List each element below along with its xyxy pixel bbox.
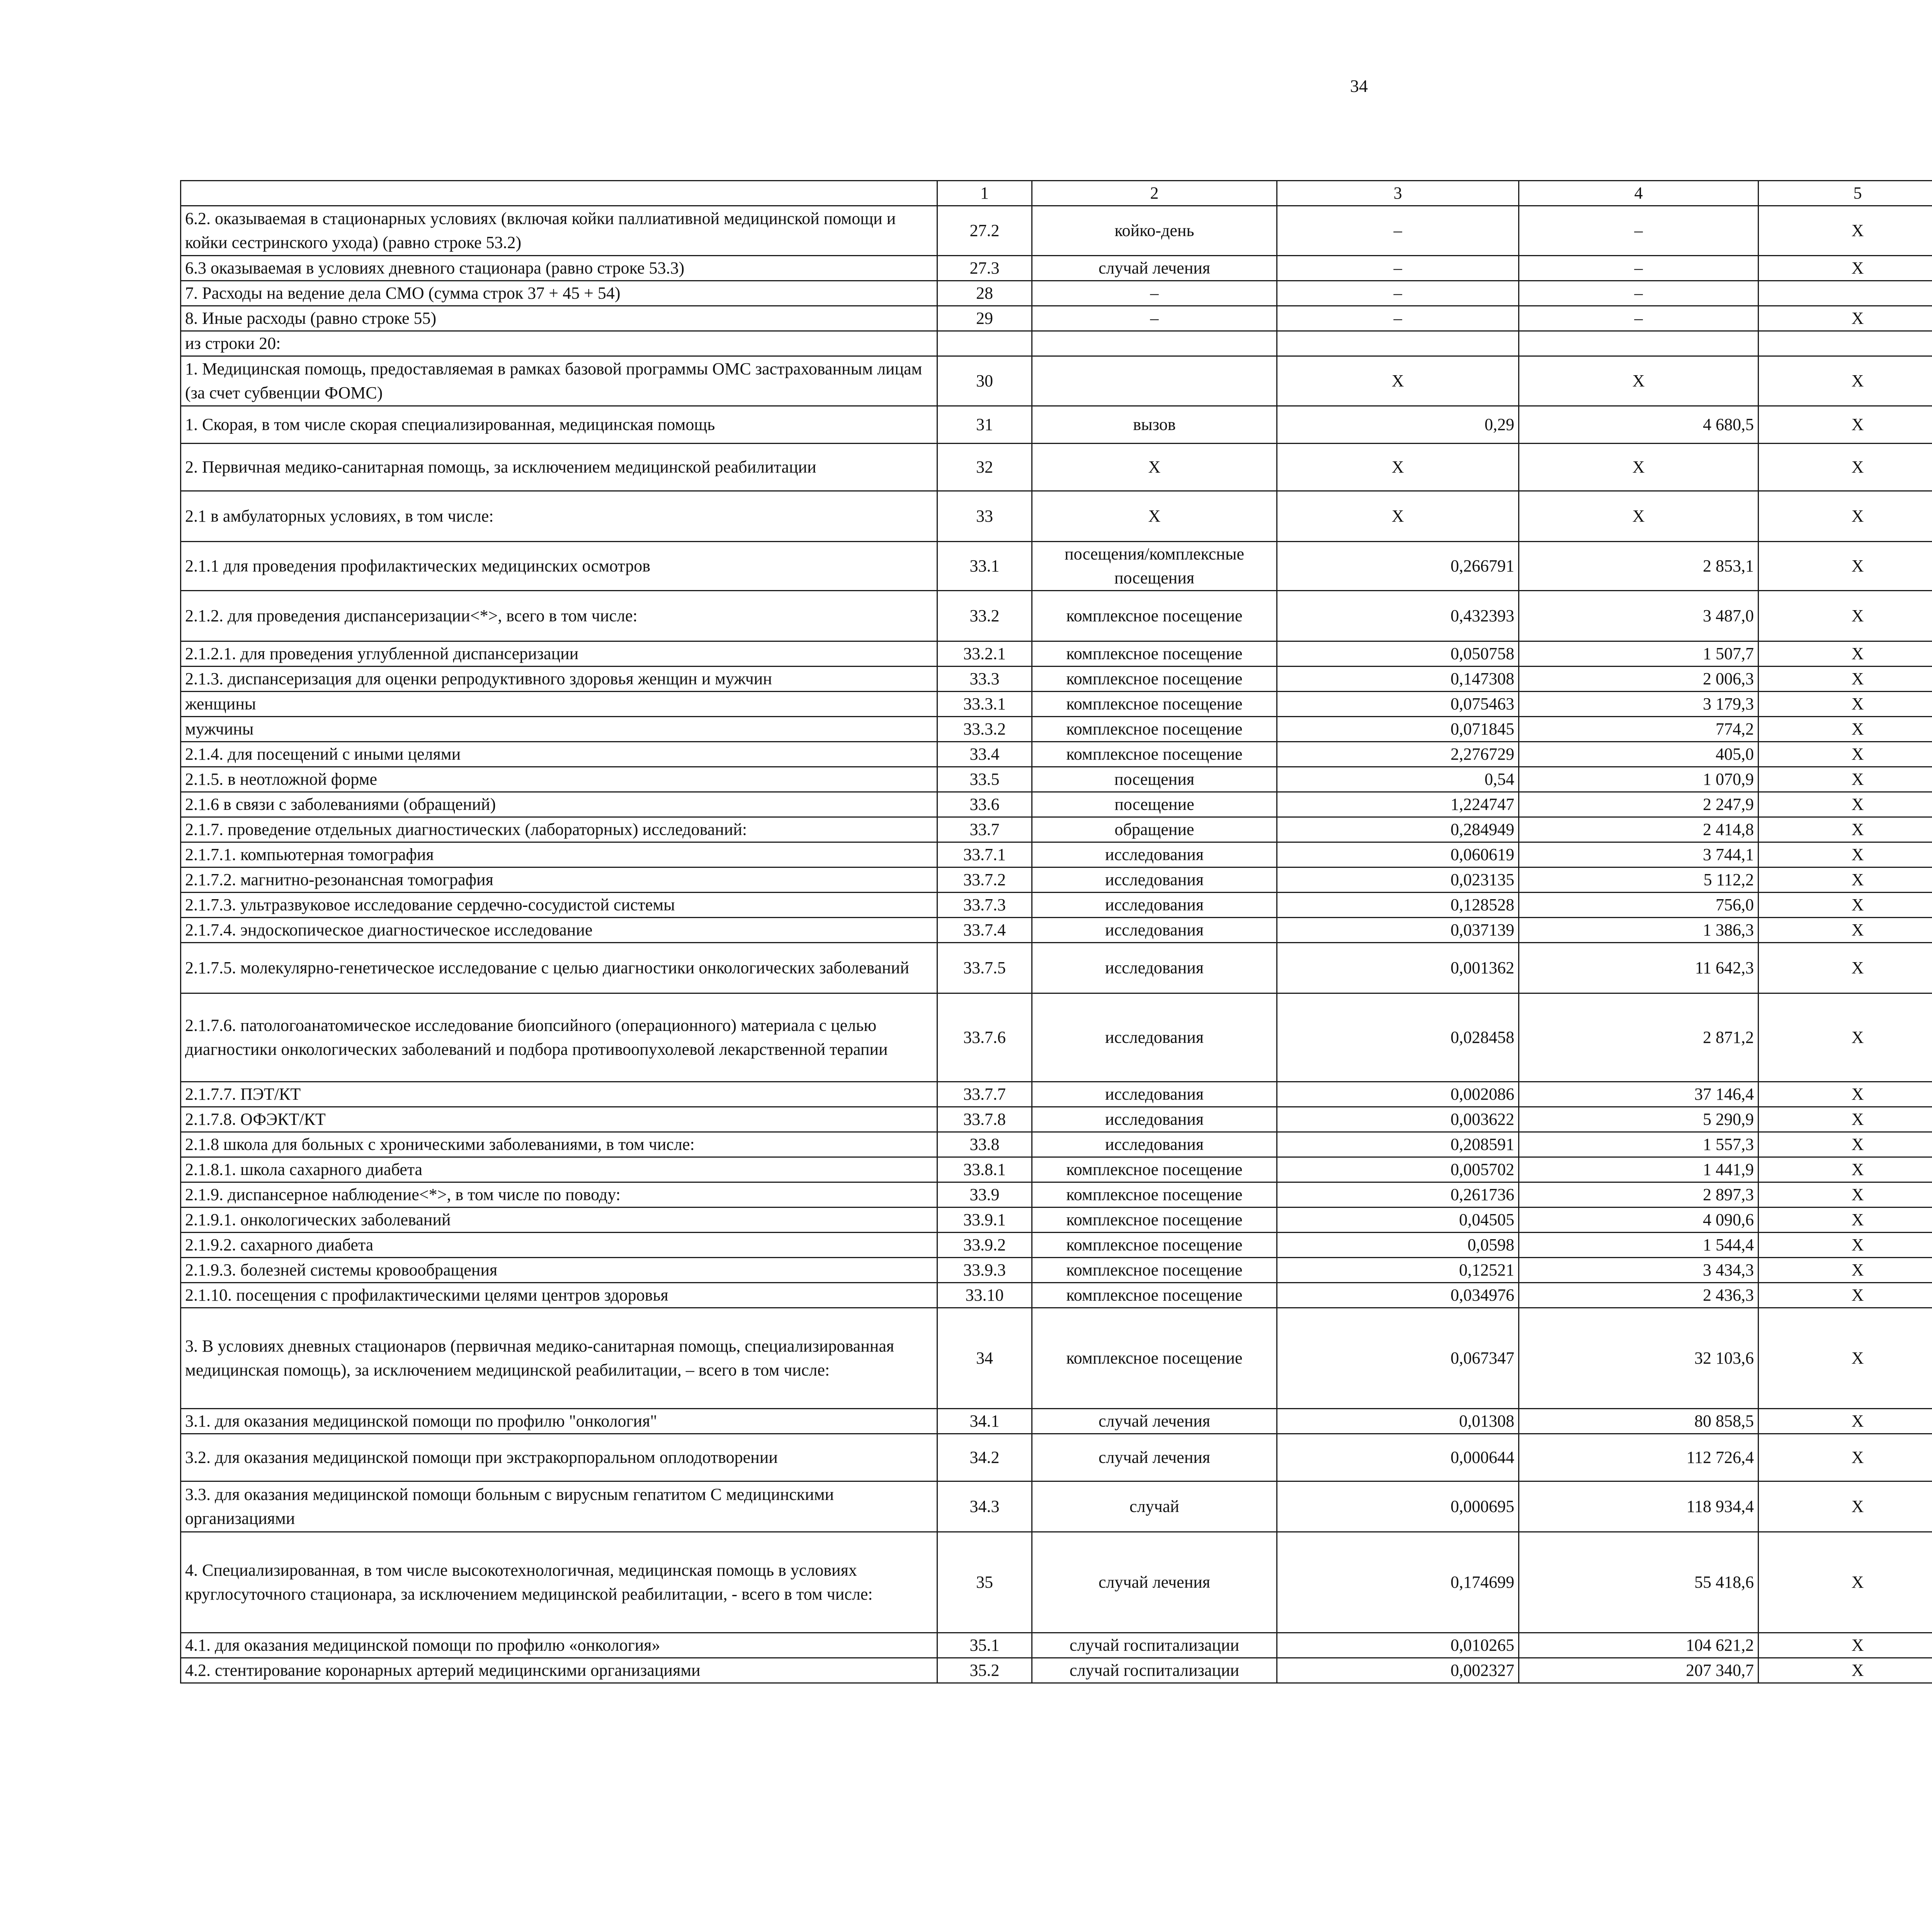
- cell-name: 2.1.8.1. школа сахарного диабета: [181, 1157, 937, 1182]
- cell-row-code: 33: [937, 491, 1032, 542]
- cell-volume: 0,002086: [1277, 1082, 1519, 1107]
- cell-row-code: 33.7.1: [937, 842, 1032, 867]
- cell-name: 3. В условиях дневных стационаров (первичная медико-санитарная помощь, специализированная медицинская помощь), за исключением медицинской реабилитации, – всего в том числе:: [181, 1308, 937, 1409]
- cell-name: 3.3. для оказания медицинской помощи больным с вирусным гепатитом С медицинскими организациями: [181, 1481, 937, 1532]
- cell-unit: исследования: [1032, 842, 1277, 867]
- cell-unit: исследования: [1032, 918, 1277, 943]
- cell-name: 2.1.7.3. ультразвуковое исследование сердечно-сосудистой системы: [181, 893, 937, 918]
- cell-cost-per-unit: 756,0: [1519, 893, 1759, 918]
- table-row: [181, 1409, 1932, 1434]
- cell-cost-per-unit: 405,0: [1519, 742, 1759, 767]
- cell-row-code: 34.3: [937, 1481, 1032, 1532]
- cell-unit: X: [1032, 491, 1277, 542]
- cell-unit: случай лечения: [1032, 1532, 1277, 1633]
- cell-name: 6.3 оказываемая в условиях дневного стационара (равно строке 53.3): [181, 256, 937, 281]
- cell-cost-per-unit: –: [1519, 206, 1759, 256]
- cell-cost-per-unit: 3 179,3: [1519, 692, 1759, 717]
- cell-row-code: 33.7.3: [937, 893, 1032, 918]
- table-row: [181, 306, 1932, 331]
- cell-row-code: 33.1: [937, 542, 1032, 591]
- table-row: [181, 1434, 1932, 1481]
- cell-col-5: X: [1759, 742, 1932, 767]
- cell-row-code: 33.2: [937, 591, 1032, 641]
- table-row: [181, 1481, 1932, 1532]
- table-row: [181, 1258, 1932, 1283]
- cell-cost-per-unit: 774,2: [1519, 717, 1759, 742]
- cell-row-code: 33.3.1: [937, 692, 1032, 717]
- cell-unit: X: [1032, 444, 1277, 491]
- cell-row-code: 33.8.1: [937, 1157, 1032, 1182]
- cell-name: 2.1.3. диспансеризация для оценки репродуктивного здоровья женщин и мужчин: [181, 667, 937, 692]
- cell-row-code: 33.9.2: [937, 1233, 1032, 1258]
- cell-col-5: X: [1759, 1658, 1932, 1683]
- table-row: [181, 1182, 1932, 1208]
- cell-cost-per-unit: 1 557,3: [1519, 1132, 1759, 1157]
- cell-cost-per-unit: X: [1519, 356, 1759, 406]
- header-cell-volume: 3: [1277, 181, 1519, 206]
- cell-volume: 0,050758: [1277, 641, 1519, 667]
- table-row: [181, 1082, 1932, 1107]
- cell-name: 2.1.9.1. онкологических заболеваний: [181, 1208, 937, 1233]
- cell-col-5: X: [1759, 893, 1932, 918]
- cell-unit: комплексное посещение: [1032, 742, 1277, 767]
- cell-unit: комплексное посещение: [1032, 1308, 1277, 1409]
- cell-volume: 0,174699: [1277, 1532, 1519, 1633]
- cell-cost-per-unit: 1 386,3: [1519, 918, 1759, 943]
- cell-cost-per-unit: 2 897,3: [1519, 1182, 1759, 1208]
- cell-name: 1. Медицинская помощь, предоставляемая в рамках базовой программы ОМС застрахованным лицам (за счет субвенции ФОМС): [181, 356, 937, 406]
- cell-cost-per-unit: 5 290,9: [1519, 1107, 1759, 1132]
- cell-col-5: X: [1759, 256, 1932, 281]
- cell-col-5: X: [1759, 1107, 1932, 1132]
- cell-unit: [1032, 356, 1277, 406]
- cell-unit: исследования: [1032, 867, 1277, 893]
- table-row: [181, 867, 1932, 893]
- cell-unit: комплексное посещение: [1032, 692, 1277, 717]
- cell-name: 2.1.8 школа для больных с хроническими заболеваниями, в том числе:: [181, 1132, 937, 1157]
- cell-col-5: X: [1759, 918, 1932, 943]
- cell-row-code: 34: [937, 1308, 1032, 1409]
- table-row: [181, 331, 1932, 356]
- cell-volume: X: [1277, 491, 1519, 542]
- cell-row-code: 33.7: [937, 817, 1032, 842]
- cell-col-5: [1759, 281, 1932, 306]
- cell-col-5: X: [1759, 1308, 1932, 1409]
- table-row: [181, 444, 1932, 491]
- header-cell-name: [181, 181, 937, 206]
- cell-name: 2. Первичная медико-санитарная помощь, за исключением медицинской реабилитации: [181, 444, 937, 491]
- header-row: [181, 181, 1932, 206]
- cell-unit: случай лечения: [1032, 256, 1277, 281]
- cell-cost-per-unit: 2 853,1: [1519, 542, 1759, 591]
- cell-unit: случай лечения: [1032, 1434, 1277, 1481]
- cell-unit: случай: [1032, 1481, 1277, 1532]
- cell-row-code: 33.3.2: [937, 717, 1032, 742]
- cell-row-code: 27.2: [937, 206, 1032, 256]
- table-row: [181, 767, 1932, 792]
- cell-volume: 0,028458: [1277, 993, 1519, 1082]
- cell-col-5: X: [1759, 306, 1932, 331]
- cell-col-5: X: [1759, 542, 1932, 591]
- cell-row-code: 29: [937, 306, 1032, 331]
- cell-cost-per-unit: X: [1519, 491, 1759, 542]
- cell-unit: комплексное посещение: [1032, 591, 1277, 641]
- table-row: [181, 1208, 1932, 1233]
- cell-unit: случай лечения: [1032, 1409, 1277, 1434]
- cell-cost-per-unit: 55 418,6: [1519, 1532, 1759, 1633]
- cell-name: 2.1.9. диспансерное наблюдение<*>, в том числе по поводу:: [181, 1182, 937, 1208]
- cell-unit: комплексное посещение: [1032, 1182, 1277, 1208]
- cell-col-5: X: [1759, 356, 1932, 406]
- table-row: [181, 1633, 1932, 1658]
- cell-volume: 0,005702: [1277, 1157, 1519, 1182]
- table-row: [181, 943, 1932, 993]
- cell-name: 2.1.10. посещения с профилактическими целями центров здоровья: [181, 1283, 937, 1308]
- cell-volume: 0,261736: [1277, 1182, 1519, 1208]
- cell-row-code: 33.10: [937, 1283, 1032, 1308]
- cell-cost-per-unit: 3 744,1: [1519, 842, 1759, 867]
- cell-volume: 1,224747: [1277, 792, 1519, 817]
- cell-col-5: X: [1759, 406, 1932, 444]
- cell-row-code: 33.7.4: [937, 918, 1032, 943]
- cell-name: из строки 20:: [181, 331, 937, 356]
- cell-row-code: 35: [937, 1532, 1032, 1633]
- cell-name: 4.1. для оказания медицинской помощи по профилю «онкология»: [181, 1633, 937, 1658]
- cell-volume: 0,000695: [1277, 1481, 1519, 1532]
- cell-col-5: X: [1759, 1132, 1932, 1157]
- cell-name: 2.1.7. проведение отдельных диагностических (лабораторных) исследований:: [181, 817, 937, 842]
- cell-volume: [1277, 331, 1519, 356]
- table-row: [181, 842, 1932, 867]
- cell-col-5: X: [1759, 1633, 1932, 1658]
- cell-cost-per-unit: 4 680,5: [1519, 406, 1759, 444]
- cell-unit: комплексное посещение: [1032, 641, 1277, 667]
- table-row: [181, 542, 1932, 591]
- cell-row-code: 33.9.1: [937, 1208, 1032, 1233]
- cell-name: 2.1.6 в связи с заболеваниями (обращений): [181, 792, 937, 817]
- cell-unit: комплексное посещение: [1032, 1283, 1277, 1308]
- cell-volume: 0,128528: [1277, 893, 1519, 918]
- table-row: [181, 742, 1932, 767]
- page-number: 34: [1350, 76, 1368, 96]
- cell-volume: 0,037139: [1277, 918, 1519, 943]
- cell-row-code: 28: [937, 281, 1032, 306]
- cell-volume: 0,01308: [1277, 1409, 1519, 1434]
- cell-row-code: 33.7.5: [937, 943, 1032, 993]
- table-row: [181, 1658, 1932, 1683]
- cell-volume: –: [1277, 281, 1519, 306]
- table-row: [181, 1233, 1932, 1258]
- cell-unit: исследования: [1032, 1107, 1277, 1132]
- cell-name: 4. Специализированная, в том числе высокотехнологичная, медицинская помощь в условиях круглосуточного стационара, за исключением медицинской реабилитации, - всего в том числе:: [181, 1532, 937, 1633]
- cell-name: 4.2. стентирование коронарных артерий медицинскими организациями: [181, 1658, 937, 1683]
- cell-name: женщины: [181, 692, 937, 717]
- cell-cost-per-unit: 11 642,3: [1519, 943, 1759, 993]
- cell-volume: 0,002327: [1277, 1658, 1519, 1683]
- table-row: [181, 918, 1932, 943]
- cell-row-code: 33.4: [937, 742, 1032, 767]
- cell-row-code: 27.3: [937, 256, 1032, 281]
- cell-unit: комплексное посещение: [1032, 717, 1277, 742]
- cell-unit: посещение: [1032, 792, 1277, 817]
- cell-unit: исследования: [1032, 893, 1277, 918]
- cell-volume: 2,276729: [1277, 742, 1519, 767]
- cell-name: 2.1.9.2. сахарного диабета: [181, 1233, 937, 1258]
- cell-name: 2.1.7.2. магнитно-резонансная томография: [181, 867, 937, 893]
- cell-row-code: 33.7.6: [937, 993, 1032, 1082]
- cell-col-5: X: [1759, 817, 1932, 842]
- cell-col-5: X: [1759, 767, 1932, 792]
- cell-row-code: 33.7.7: [937, 1082, 1032, 1107]
- cell-row-code: 33.8: [937, 1132, 1032, 1157]
- table-row: [181, 1283, 1932, 1308]
- cell-volume: 0,023135: [1277, 867, 1519, 893]
- cell-cost-per-unit: 5 112,2: [1519, 867, 1759, 893]
- cell-col-5: X: [1759, 1157, 1932, 1182]
- cell-col-5: X: [1759, 1082, 1932, 1107]
- cell-col-5: X: [1759, 641, 1932, 667]
- cell-unit: исследования: [1032, 943, 1277, 993]
- cell-unit: комплексное посещение: [1032, 1157, 1277, 1182]
- table-row: [181, 1132, 1932, 1157]
- cell-unit: исследования: [1032, 1082, 1277, 1107]
- cell-name: 7. Расходы на ведение дела СМО (сумма строк 37 + 45 + 54): [181, 281, 937, 306]
- cell-row-code: 33.3: [937, 667, 1032, 692]
- cell-name: 2.1.2. для проведения диспансеризации<*>, всего в том числе:: [181, 591, 937, 641]
- table-row: [181, 591, 1932, 641]
- cell-row-code: 33.7.2: [937, 867, 1032, 893]
- cell-col-5: X: [1759, 1532, 1932, 1633]
- table-row: [181, 792, 1932, 817]
- table-row: [181, 817, 1932, 842]
- cell-volume: X: [1277, 356, 1519, 406]
- cell-name: 2.1.7.1. компьютерная томография: [181, 842, 937, 867]
- header-cell-row-code: 1: [937, 181, 1032, 206]
- data-table: [180, 180, 1932, 1684]
- cell-cost-per-unit: 2 871,2: [1519, 993, 1759, 1082]
- cell-cost-per-unit: 2 247,9: [1519, 792, 1759, 817]
- cell-unit: обращение: [1032, 817, 1277, 842]
- cell-name: 2.1.9.3. болезней системы кровообращения: [181, 1258, 937, 1283]
- cell-cost-per-unit: 37 146,4: [1519, 1082, 1759, 1107]
- cell-col-5: [1759, 331, 1932, 356]
- cell-col-5: X: [1759, 1258, 1932, 1283]
- cell-row-code: 33.9: [937, 1182, 1032, 1208]
- cell-cost-per-unit: 4 090,6: [1519, 1208, 1759, 1233]
- cell-row-code: 30: [937, 356, 1032, 406]
- table-row: [181, 893, 1932, 918]
- cell-unit: посещения: [1032, 767, 1277, 792]
- cell-cost-per-unit: 1 441,9: [1519, 1157, 1759, 1182]
- table-row: [181, 406, 1932, 444]
- table-row: [181, 993, 1932, 1082]
- cell-col-5: X: [1759, 943, 1932, 993]
- cell-cost-per-unit: 104 621,2: [1519, 1633, 1759, 1658]
- cell-name: 2.1.5. в неотложной форме: [181, 767, 937, 792]
- table-row: [181, 1308, 1932, 1409]
- cell-unit: посещения/комплексные посещения: [1032, 542, 1277, 591]
- cell-cost-per-unit: 2 436,3: [1519, 1283, 1759, 1308]
- cell-col-5: X: [1759, 206, 1932, 256]
- table-row: [181, 281, 1932, 306]
- cell-name: 8. Иные расходы (равно строке 55): [181, 306, 937, 331]
- cell-name: 2.1.7.4. эндоскопическое диагностическое исследование: [181, 918, 937, 943]
- cell-col-5: X: [1759, 1481, 1932, 1532]
- cell-row-code: 35.2: [937, 1658, 1032, 1683]
- table-row: [181, 356, 1932, 406]
- cell-name: мужчины: [181, 717, 937, 742]
- header-cell-unit: 2: [1032, 181, 1277, 206]
- cell-name: 3.2. для оказания медицинской помощи при экстракорпоральном оплодотворении: [181, 1434, 937, 1481]
- cell-col-5: X: [1759, 1233, 1932, 1258]
- cell-unit: вызов: [1032, 406, 1277, 444]
- cell-cost-per-unit: –: [1519, 306, 1759, 331]
- cell-volume: 0,12521: [1277, 1258, 1519, 1283]
- cell-volume: 0,001362: [1277, 943, 1519, 993]
- cell-volume: 0,29: [1277, 406, 1519, 444]
- cell-name: 2.1.7.8. ОФЭКТ/КТ: [181, 1107, 937, 1132]
- cell-volume: 0,003622: [1277, 1107, 1519, 1132]
- table-row: [181, 1157, 1932, 1182]
- table-row: [181, 256, 1932, 281]
- table-row: [181, 667, 1932, 692]
- cell-volume: –: [1277, 206, 1519, 256]
- table-row: [181, 641, 1932, 667]
- table-row: [181, 1107, 1932, 1132]
- cell-col-5: X: [1759, 692, 1932, 717]
- cell-row-code: 35.1: [937, 1633, 1032, 1658]
- cell-col-5: X: [1759, 792, 1932, 817]
- cell-volume: 0,284949: [1277, 817, 1519, 842]
- cell-unit: –: [1032, 306, 1277, 331]
- cell-cost-per-unit: 207 340,7: [1519, 1658, 1759, 1683]
- cell-volume: 0,432393: [1277, 591, 1519, 641]
- table-row: [181, 1532, 1932, 1633]
- cell-volume: 0,000644: [1277, 1434, 1519, 1481]
- cell-volume: 0,54: [1277, 767, 1519, 792]
- cell-name: 2.1.1 для проведения профилактических медицинских осмотров: [181, 542, 937, 591]
- cell-unit: комплексное посещение: [1032, 1258, 1277, 1283]
- cell-col-5: X: [1759, 1208, 1932, 1233]
- header-cell-cost-per-unit: 4: [1519, 181, 1759, 206]
- cell-volume: 0,208591: [1277, 1132, 1519, 1157]
- cell-cost-per-unit: 32 103,6: [1519, 1308, 1759, 1409]
- table-row: [181, 491, 1932, 542]
- cell-cost-per-unit: 3 434,3: [1519, 1258, 1759, 1283]
- cell-cost-per-unit: 2 006,3: [1519, 667, 1759, 692]
- cell-row-code: 31: [937, 406, 1032, 444]
- cell-cost-per-unit: 3 487,0: [1519, 591, 1759, 641]
- cell-volume: 0,04505: [1277, 1208, 1519, 1233]
- cell-volume: 0,010265: [1277, 1633, 1519, 1658]
- cell-volume: 0,0598: [1277, 1233, 1519, 1258]
- cell-cost-per-unit: –: [1519, 256, 1759, 281]
- cell-col-5: X: [1759, 444, 1932, 491]
- cell-col-5: X: [1759, 993, 1932, 1082]
- cell-volume: 0,060619: [1277, 842, 1519, 867]
- cell-name: 2.1 в амбулаторных условиях, в том числе:: [181, 491, 937, 542]
- cell-cost-per-unit: 80 858,5: [1519, 1409, 1759, 1434]
- cell-row-code: 33.6: [937, 792, 1032, 817]
- cell-unit: исследования: [1032, 993, 1277, 1082]
- cell-col-5: X: [1759, 717, 1932, 742]
- cell-col-5: X: [1759, 1182, 1932, 1208]
- cell-col-5: X: [1759, 591, 1932, 641]
- cell-unit: [1032, 331, 1277, 356]
- cell-row-code: 33.7.8: [937, 1107, 1032, 1132]
- cell-row-code: 33.9.3: [937, 1258, 1032, 1283]
- cell-volume: –: [1277, 256, 1519, 281]
- cell-name: 2.1.4. для посещений с иными целями: [181, 742, 937, 767]
- cell-unit: комплексное посещение: [1032, 667, 1277, 692]
- cell-unit: случай госпитализации: [1032, 1633, 1277, 1658]
- cell-row-code: [937, 331, 1032, 356]
- cell-volume: –: [1277, 306, 1519, 331]
- cell-col-5: X: [1759, 867, 1932, 893]
- cell-unit: –: [1032, 281, 1277, 306]
- cell-cost-per-unit: 1 070,9: [1519, 767, 1759, 792]
- cell-row-code: 33.2.1: [937, 641, 1032, 667]
- cell-volume: 0,067347: [1277, 1308, 1519, 1409]
- cell-name: 2.1.7.7. ПЭТ/КТ: [181, 1082, 937, 1107]
- cell-col-5: X: [1759, 667, 1932, 692]
- table-row: [181, 692, 1932, 717]
- cell-col-5: X: [1759, 1283, 1932, 1308]
- cell-name: 6.2. оказываемая в стационарных условиях (включая койки паллиативной медицинской помощи и койки сестринского ухода) (равно строке 53.2): [181, 206, 937, 256]
- cell-row-code: 32: [937, 444, 1032, 491]
- cell-unit: койко-день: [1032, 206, 1277, 256]
- cell-unit: комплексное посещение: [1032, 1233, 1277, 1258]
- cell-name: 1. Скорая, в том числе скорая специализированная, медицинская помощь: [181, 406, 937, 444]
- cell-name: 2.1.7.6. патологоанатомическое исследование биопсийного (операционного) материала с целью диагностики онкологических заболеваний и подбора противоопухолевой лекарственной терапии: [181, 993, 937, 1082]
- cell-cost-per-unit: 118 934,4: [1519, 1481, 1759, 1532]
- table-row: [181, 717, 1932, 742]
- cell-col-5: X: [1759, 1409, 1932, 1434]
- cell-col-5: X: [1759, 491, 1932, 542]
- cell-volume: 0,034976: [1277, 1283, 1519, 1308]
- cell-col-5: X: [1759, 1434, 1932, 1481]
- cell-row-code: 33.5: [937, 767, 1032, 792]
- header-cell-col-5: 5: [1759, 181, 1932, 206]
- table-row: [181, 206, 1932, 256]
- cell-col-5: X: [1759, 842, 1932, 867]
- cell-cost-per-unit: 2 414,8: [1519, 817, 1759, 842]
- cell-volume: 0,071845: [1277, 717, 1519, 742]
- cell-unit: исследования: [1032, 1132, 1277, 1157]
- cell-name: 3.1. для оказания медицинской помощи по профилю "онкология": [181, 1409, 937, 1434]
- cell-name: 2.1.7.5. молекулярно-генетическое исследование с целью диагностики онкологических заболеваний: [181, 943, 937, 993]
- cell-unit: случай госпитализации: [1032, 1658, 1277, 1683]
- cell-cost-per-unit: –: [1519, 281, 1759, 306]
- cell-unit: комплексное посещение: [1032, 1208, 1277, 1233]
- cell-volume: 0,147308: [1277, 667, 1519, 692]
- cell-row-code: 34.1: [937, 1409, 1032, 1434]
- cell-volume: 0,266791: [1277, 542, 1519, 591]
- cell-cost-per-unit: X: [1519, 444, 1759, 491]
- cell-cost-per-unit: 1 507,7: [1519, 641, 1759, 667]
- cell-row-code: 34.2: [937, 1434, 1032, 1481]
- cell-volume: X: [1277, 444, 1519, 491]
- cell-cost-per-unit: 1 544,4: [1519, 1233, 1759, 1258]
- cell-volume: 0,075463: [1277, 692, 1519, 717]
- cell-name: 2.1.2.1. для проведения углубленной диспансеризации: [181, 641, 937, 667]
- cell-cost-per-unit: 112 726,4: [1519, 1434, 1759, 1481]
- cell-cost-per-unit: [1519, 331, 1759, 356]
